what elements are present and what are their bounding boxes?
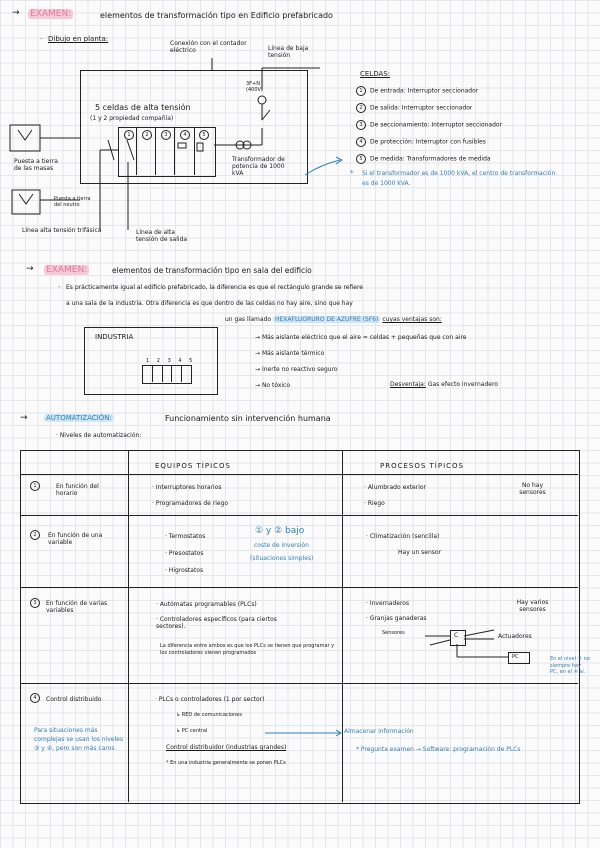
row3-equipo-1: · Autómatas programables (PLCs) bbox=[156, 601, 257, 608]
row1-label: En función del horario bbox=[56, 483, 99, 498]
row4-equipo-2: ↳ RED de comunicaciones bbox=[176, 712, 242, 718]
linea-salida-label: Línea de alta tensión de salida bbox=[136, 229, 188, 244]
row3-equipos-para: La diferencia entre ambos es que los PLCs se tienen que programar y los controladores vienen programados bbox=[160, 643, 335, 656]
celda-3: 3 De seccionamiento: Interruptor seccionador bbox=[356, 120, 502, 130]
section1-sub-label: Dibujo en planta: bbox=[48, 35, 109, 43]
section2-exam-label: EXAMEN: bbox=[46, 265, 88, 275]
section3-definition: Funcionamiento sin intervención humana bbox=[165, 414, 331, 423]
row3-proceso-2: · Granjas ganaderas bbox=[366, 615, 427, 622]
section2-bullet: · bbox=[58, 283, 61, 291]
row2-equipo-2: · Presostatos bbox=[165, 550, 204, 557]
section1-title: elementos de transformación tipo en Edificio prefabricado bbox=[100, 11, 333, 20]
section2-title: elementos de transformación tipo en sala del edificio bbox=[112, 266, 312, 275]
row1-equipo-1: · Interruptores horarios bbox=[152, 484, 222, 491]
ventaja-3: → Inerte no reactivo seguro bbox=[255, 366, 338, 373]
header-procesos: PROCESOS TÍPICOS bbox=[380, 462, 464, 470]
section3-sub: · Niveles de automatización: bbox=[56, 432, 142, 439]
header-equipos: EQUIPOS TÍPICOS bbox=[155, 462, 231, 470]
row3-procesos-note: Hay varios sensores bbox=[516, 599, 549, 614]
section3-title: AUTOMATIZACIÓN: bbox=[46, 414, 112, 422]
row4-label: Control distribuido bbox=[46, 696, 102, 703]
row3-pc-label: PC bbox=[512, 654, 519, 660]
linea-trifasica-label: Línea alta tensión trifásica bbox=[22, 227, 102, 234]
celda-5: 5 De medida: Transformadores de medida bbox=[356, 154, 491, 164]
row4-almacenar: Almacenar información bbox=[344, 728, 414, 735]
row4-industria-note: * En una industria generalmente se ponen PLCs bbox=[166, 760, 286, 766]
celda-4: 4 De protección: Interruptor con fusibles bbox=[356, 137, 486, 147]
row3-nivel-note: En el nivel ③ no siempre hay PC, en el ④ sí. bbox=[550, 656, 590, 675]
industria-label: INDUSTRIA bbox=[95, 333, 134, 341]
ventaja-2: → Más aislante térmico bbox=[255, 350, 325, 357]
note-star: * bbox=[350, 169, 354, 177]
row3-label: En función de varias variables bbox=[46, 600, 108, 615]
section2-para-line2: a una sala de la industria. Otra diferencia es que dentro de las celdas no hay aire, sino que hay bbox=[66, 300, 353, 307]
row4-control-text: Control distribuidor (industrias grandes) bbox=[166, 744, 287, 751]
row1-num: 1 bbox=[30, 481, 44, 491]
section1-exam-label: EXAMEN: bbox=[30, 9, 72, 19]
celdas-title: CELDAS: bbox=[360, 70, 391, 78]
voltage-label: 3F+N (400V) bbox=[246, 81, 263, 93]
row1-proceso-1: · Alumbrado exterior bbox=[364, 484, 427, 491]
row2-equipos-note-a: ① y ② bajo bbox=[255, 526, 305, 536]
row2-equipo-3: · Higrostatos bbox=[165, 567, 204, 574]
conexion-label: Conexión con el contador eléctrico bbox=[170, 40, 247, 55]
row2-equipos-note-c: (situaciones simples) bbox=[250, 555, 314, 562]
row4-num: 4 bbox=[30, 693, 44, 703]
row1-procesos-note: No hay sensores bbox=[519, 482, 546, 497]
transformer-note: Si el transformador es de 1000 kVA, el centro de transformación es de 1000 kVA. bbox=[362, 170, 556, 187]
row3-proceso-1: · Invernaderos bbox=[366, 600, 410, 607]
row4-equipo-3: ↳ PC central bbox=[176, 728, 208, 734]
section2-para-line3: un gas llamado HEXAFLUORURO DE AZUFRE (SF6) cuyas ventajas son: bbox=[225, 316, 442, 323]
row4-pregunta: * Pregunta examen → Software: programación de PLCs bbox=[356, 746, 521, 753]
celda-1: 1 De entrada: Interruptor seccionador bbox=[356, 86, 478, 96]
celdas-box-sub: (1 y 2 propiedad compañía) bbox=[90, 115, 174, 122]
baja-label: Línea de baja tensión bbox=[268, 45, 309, 60]
cell-number-4: 4 bbox=[180, 130, 194, 140]
section1-sub-bullet: · bbox=[40, 35, 43, 43]
section2-para-line1: Es prácticamente igual al edificio prefabricado, la diferencia es que el rectángulo grande se refiere bbox=[66, 284, 363, 291]
row2-proceso-1: · Climatización (sencilla) bbox=[366, 533, 440, 540]
row1-equipo-2: · Programadores de riego bbox=[152, 500, 229, 507]
cell-number-1: 1 bbox=[124, 130, 138, 140]
row2-equipos-note-b: coste de inversión bbox=[254, 542, 309, 549]
row3-actuadores-label: Actuadores bbox=[498, 633, 532, 640]
row4-equipo-1: · PLCs o controladores (1 por sector) bbox=[155, 696, 265, 703]
section2-arrow: → bbox=[26, 264, 34, 274]
row3-equipo-2: · Controladores específicos (para ciertos sectores). bbox=[156, 616, 277, 631]
row2-procesos-sub: Hay un sensor bbox=[398, 549, 442, 556]
row2-label: En función de una variable bbox=[48, 532, 103, 547]
row4-side-note: Para situaciones más complejas se usan los niveles ③ y ④, pero son más caros bbox=[34, 727, 123, 752]
section1-arrow: → bbox=[12, 8, 20, 18]
row3-sensores-label: Sensores bbox=[382, 630, 405, 636]
industria-cell-numbers: 1 2 3 4 5 bbox=[146, 358, 196, 364]
cell-number-5: 5 bbox=[199, 130, 213, 140]
section3-arrow: → bbox=[20, 413, 28, 423]
transformador-label: Transformador de potencia de 1000 kVA bbox=[232, 156, 285, 178]
row2-equipo-1: · Termostatos bbox=[165, 533, 206, 540]
puesta-masas-label: Puesta a tierra de las masas bbox=[14, 158, 58, 173]
cell-number-2: 2 bbox=[142, 130, 156, 140]
row2-num: 2 bbox=[30, 530, 44, 540]
ventaja-4: → No tóxico bbox=[255, 382, 291, 389]
row3-c-label: C bbox=[454, 632, 459, 639]
row1-proceso-2: · Riego bbox=[364, 500, 385, 507]
cell-number-3: 3 bbox=[161, 130, 175, 140]
celda-2: 2 De salida: Interruptor seccionador bbox=[356, 103, 472, 113]
puesta-neutro-label: Puesta a tierra del neutro bbox=[54, 196, 91, 208]
row3-num: 3 bbox=[30, 598, 44, 608]
desventaja: Desventaja: Gas efecto invernadero bbox=[390, 381, 498, 388]
ventaja-1: → Más aislante eléctrico que el aire = celdas + pequeñas que con aire bbox=[255, 334, 467, 341]
celdas-box-title: 5 celdas de alta tensión bbox=[95, 103, 191, 112]
